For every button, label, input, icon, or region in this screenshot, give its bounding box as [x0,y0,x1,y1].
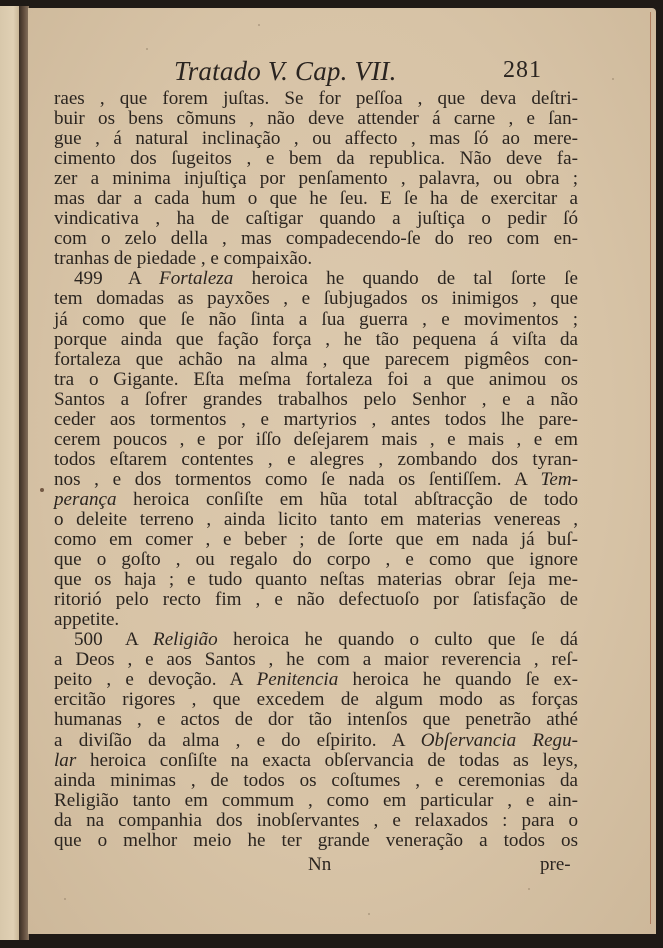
text-fragment: heroica conſiſte na exacta obſervancia de todas as leys, [89,749,578,771]
text-line: zer a minima injuſtiça por penſamento , palavra, ou obra ; [54,168,578,190]
text-line: raes , que forem juſtas. Se for peſſoa , que deva deſtri- [54,88,578,109]
paragraph-499-first-line [54,269,578,289]
page-number: 281 [503,57,542,83]
text-line: da na companhia dos inobſervantes , e relaxados : para o [54,809,578,831]
paragraph-number: 499 [74,268,103,290]
italic-term: Obſervancia Regu- [420,729,579,751]
paper-speck [40,488,44,492]
text-line: mas dar a cada hum o que he ſeu. E ſe ha de exercitar a [54,188,578,210]
text-line: ceder aos tormentos , e martyrios , antes todos lhe pare- [54,408,578,430]
page-footer [28,854,656,878]
text-line: a Deos , e aos Santos , he com a maior reverencia , reſ- [54,649,578,671]
text-line [54,751,578,771]
text-line: appetite. [54,609,120,631]
text-line: fortaleza que achão na alma , que parecem pigmêos con- [54,348,578,370]
body-text [54,89,578,851]
text-line: tranhas de piedade , e compaixão. [54,248,313,270]
text-line [54,470,578,490]
text-line: Religião tanto em commum , como em particular , e ain- [54,789,578,811]
text-line: todos eſtarem contentes , e alegres , zombando dos tyran- [54,448,578,470]
text-fragment: A [124,629,138,651]
text-line [54,670,578,690]
paragraph-number: 500 [74,629,103,651]
text-fragment: heroica conſiſte em hũa total abſtracção de todo [133,488,578,510]
text-line: Santos a ſofrer grandes trabalhos pelo Senhor , e a não [54,388,578,410]
text-line: cimento dos ſugeitos , e bem da republica. Não deve fa- [54,148,578,170]
text-line [54,731,578,751]
page-header [28,56,656,92]
text-fragment: heroica he quando o culto que ſe dá [233,629,578,651]
text-line [54,490,578,510]
text-line: com o zelo della , mas compadecendo-ſe do reo com en- [54,228,578,250]
text-line: tra o Gigante. Eſta meſma fortaleza foi a que animou os [54,368,578,390]
text-fragment: nos , e dos tormentos como ſe nada os ſentiſſem. A [54,468,527,490]
text-line: como em comer , e beber ; de ſorte que em nada já buſ- [54,529,578,551]
text-line: ainda minimas , de todos os coſtumes , e ceremonias da [54,769,578,791]
text-fragment: heroica he quando de tal ſorte ſe [251,268,578,290]
previous-page-edge [0,6,19,940]
catchword: pre- [540,854,571,875]
paper-speck [146,48,148,50]
text-line: que o melhor meio he ter grande veneração a todos os [54,829,578,851]
running-title: Tratado V. Cap. VII. [174,56,397,86]
text-line: gue , á natural inclinação , ou affecto , mas ſó ao mere- [54,128,578,150]
paper-speck [528,888,530,890]
text-line: vindicativa , ha de caſtigar quando a juſtiça o pedir ſó [54,208,578,230]
text-line: buir os bens cõmuns , não deve attender á carne , e ſan- [54,108,578,130]
italic-term: perança [54,488,117,510]
book-page [28,8,656,934]
italic-term: Penitencia [256,669,339,691]
text-fragment: peito , e devoção. A [54,669,243,691]
text-line: já como que ſe não ſinta a ſua guerra , e movimentos ; [54,308,578,330]
italic-term: Fortaleza [159,268,234,290]
paper-speck [64,898,66,900]
text-line: ercitão rigores , que excedem de algum modo as forças [54,689,578,711]
text-line: tem domadas as payxões , e ſubjugados os inimigos , que [54,288,578,310]
text-line: que o goſto , ou regalo do corpo , e como que ignore [54,549,578,571]
text-fragment: A [127,268,141,290]
text-line: cerem poucos , e por iſſo deſejarem mais , e mais , e em [54,428,578,450]
italic-term: Tem- [540,468,578,490]
text-fragment: a diviſão da alma , e do eſpirito. A [54,729,405,751]
text-line: que os haja ; e tudo quanto neſtas materias obrar ſeja me- [54,569,578,591]
italic-term: Religião [153,629,218,651]
italic-term: lar [54,749,77,771]
paragraph-500-first-line [54,630,578,650]
text-line: porque ainda que fação força , he tão pequena á viſta da [54,328,578,350]
text-line: humanas , e actos de dor tão intenſos que penetrão athé [54,709,578,731]
paper-speck [258,24,260,26]
paper-speck [368,913,370,915]
signature-mark: Nn [308,854,332,875]
text-line: o deleite terreno , ainda licito tanto em materias venereas , [54,508,578,530]
text-fragment: heroica he quando ſe ex- [352,669,579,691]
text-line: ritorió pelo recto fim , e não defectuoſo por ſatisfação de [54,589,578,611]
